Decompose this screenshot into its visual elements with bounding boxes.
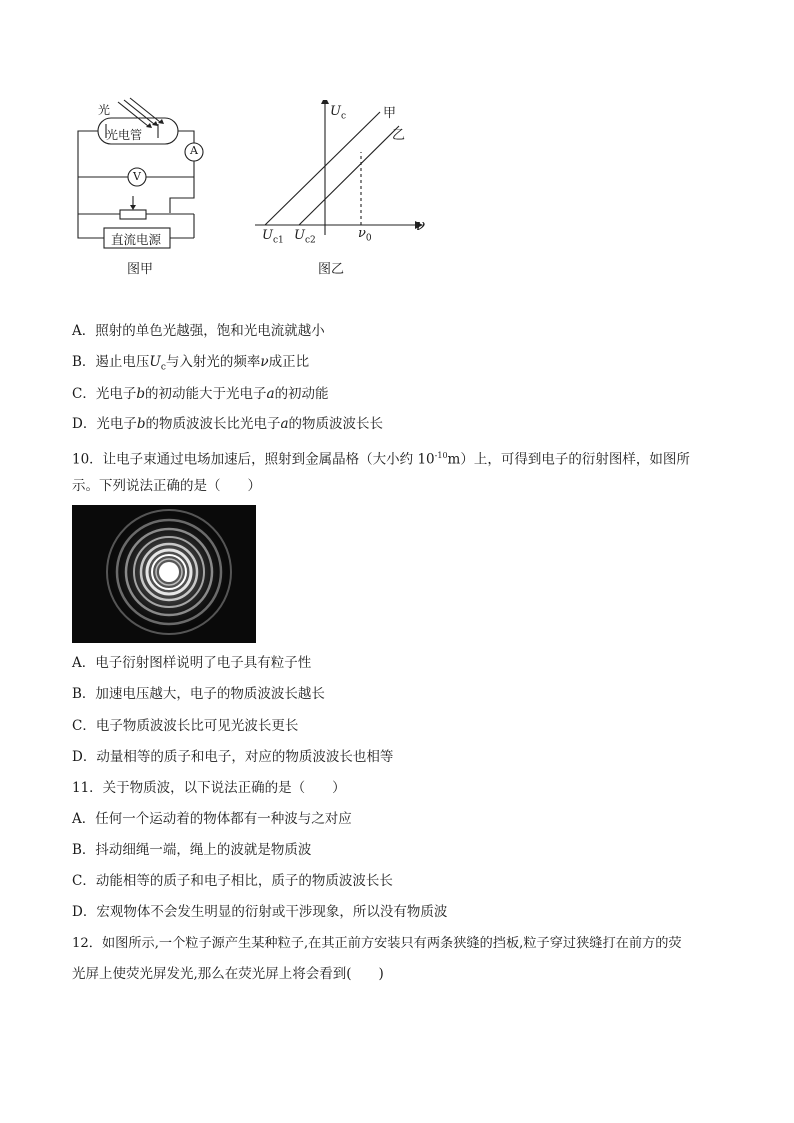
line-yi-label: 乙 [392, 128, 406, 143]
q9-option-d: D．光电子b的物质波波长比光电子a的物质波波长长 [72, 416, 384, 432]
q11-option-a: A．任何一个运动着的物体都有一种波与之对应 [72, 811, 352, 827]
q10-option-a: A．电子衍射图样说明了电子具有粒子性 [72, 655, 312, 671]
uc2-label: $U_{c2}$ [294, 228, 316, 246]
q11-option-d: D．宏观物体不会发生明显的衍射或干涉现象，所以没有物质波 [72, 904, 448, 920]
q9-option-c: C．光电子b的初动能大于光电子a的初动能 [72, 386, 329, 402]
figure-yi-caption: 图乙 [318, 262, 345, 277]
power-source-label: 直流电源 [111, 232, 162, 247]
q12-stem-line2: 光屏上使荧光屏发光,那么在荧光屏上将会看到( ) [72, 966, 384, 982]
electron-diffraction-image [72, 505, 256, 643]
uc1-label: $U_{c1}$ [262, 228, 284, 246]
light-label: 光 [98, 103, 111, 117]
q9-option-b: B．遏止电压$U_c$与入射光的频率ν成正比 [72, 354, 310, 373]
q10-option-d: D．动量相等的质子和电子，对应的物质波波长也相等 [72, 749, 394, 765]
q9-option-a: A．照射的单色光越强，饱和光电流就越小 [72, 323, 325, 339]
x-axis-label: ν [416, 216, 426, 234]
nu0-label: $\nu_0$ [358, 226, 372, 244]
figure-jia-caption: 图甲 [127, 262, 154, 277]
q10-stem-line2: 示。下列说法正确的是（ ） [72, 478, 261, 494]
q11-stem: 11．关于物质波，以下说法正确的是（ ） [72, 780, 346, 796]
y-axis-label: $U_c$ [330, 104, 347, 122]
q11-option-c: C．动能相等的质子和电子相比，质子的物质波波长长 [72, 873, 393, 889]
voltmeter-label: V [133, 170, 141, 183]
q10-option-c: C．电子物质波波长比可见光波长更长 [72, 718, 299, 734]
line-jia-label: 甲 [383, 106, 397, 121]
q10-option-b: B．加速电压越大，电子的物质波波长越长 [72, 686, 325, 702]
phototube-label: 光电管 [106, 128, 143, 142]
ammeter-label: A [190, 144, 198, 157]
q10-stem-line1: 10．让电子束通过电场加速后，照射到金属晶格（大小约 $10^{-10}m$）上，可得到电子的衍射图样，如图所 [72, 451, 690, 468]
q12-stem-line1: 12．如图所示,一个粒子源产生某种粒子,在其正前方安装只有两条狭缝的挡板,粒子穿过狭缝打在前方的荧 [72, 936, 682, 951]
q11-option-b: B．抖动细绳一端，绳上的波就是物质波 [72, 842, 312, 858]
